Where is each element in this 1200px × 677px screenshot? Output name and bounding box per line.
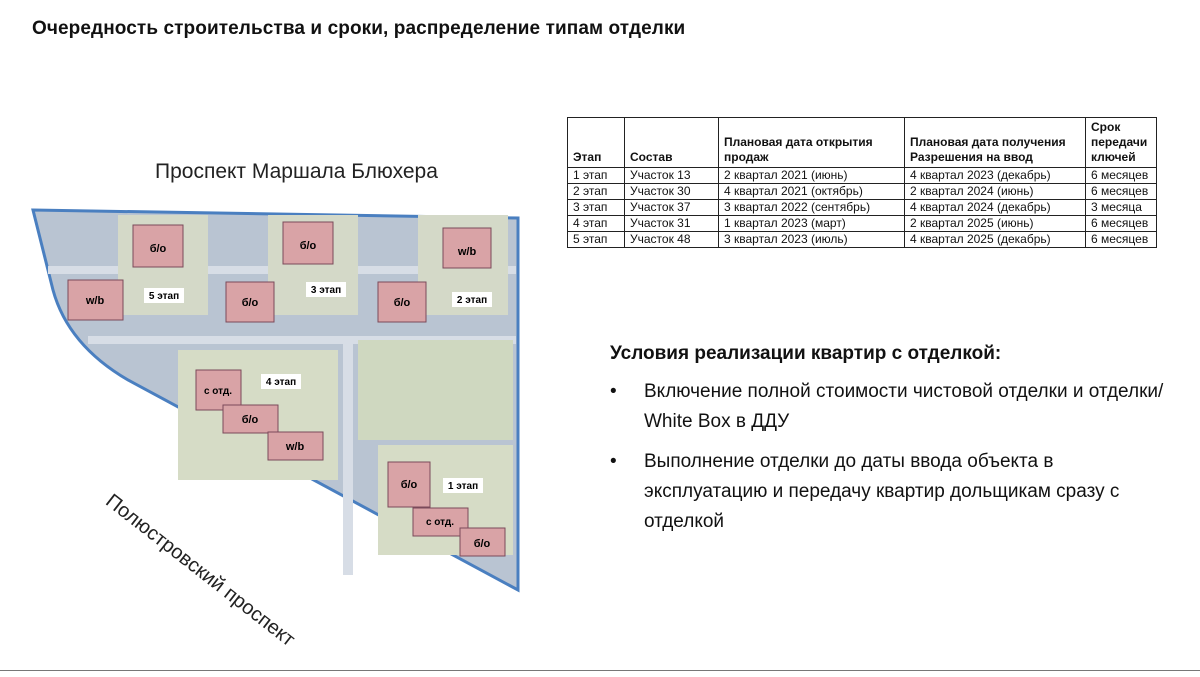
table-cell: 2 этап [568,184,625,200]
table-cell: Участок 37 [625,200,719,216]
svg-text:1 этап: 1 этап [447,481,479,492]
conditions-heading: Условия реализации квартир с отделкой: [610,343,1002,364]
table-cell: 6 месяцев [1086,232,1157,248]
table-header-row [568,118,1157,168]
table-cell: 4 этап [568,216,625,232]
building-label: б/о [400,479,418,491]
building-6 [378,282,426,322]
table-cell: 3 месяца [1086,200,1157,216]
table-cell: 1 этап [568,168,625,184]
table-cell: 6 месяцев [1086,184,1157,200]
table-row [568,168,1157,184]
building-label: w/b [85,295,105,307]
svg-text:5 этап: 5 этап [148,291,180,302]
table-cell: 2 квартал 2024 (июнь) [905,184,1086,200]
stage-label-3 [306,282,346,297]
building-label: w/b [285,441,305,453]
table-cell: 4 квартал 2025 (декабрь) [905,232,1086,248]
building-5 [226,282,274,322]
building-label: б/о [299,240,317,252]
building-12 [460,528,505,556]
list-item: • Выполнение отделки до даты ввода объекта в эксплуатацию и передачу квартир дольщикам сразу с отделкой [610,447,1170,537]
svg-text:2 этап: 2 этап [456,295,488,306]
site-plan-map [28,200,528,595]
building-8 [223,405,278,433]
stage-label-2 [452,292,492,307]
street-label-top: Проспект Маршала Блюхера [155,160,438,183]
building-3 [443,228,491,268]
building-10 [388,462,430,507]
table-cell: 6 месяцев [1086,216,1157,232]
building-label: б/о [241,414,259,426]
table-cell: 5 этап [568,232,625,248]
table-row [568,216,1157,232]
conditions-block [610,343,1170,547]
building-label: б/о [473,538,491,550]
table-cell: Участок 30 [625,184,719,200]
building-2 [283,222,333,264]
building-label: б/о [241,297,259,309]
header-sales-date: Плановая дата открытия продаж [719,118,905,168]
table-cell: 2 квартал 2021 (июнь) [719,168,905,184]
svg-text:4 этап: 4 этап [265,377,297,388]
header-stage: Этап [568,118,625,168]
table-cell: Участок 48 [625,232,719,248]
table-cell: 4 квартал 2024 (декабрь) [905,200,1086,216]
divider [0,670,1200,671]
table-cell: 6 месяцев [1086,168,1157,184]
table-cell: Участок 31 [625,216,719,232]
building-7 [196,370,241,410]
table-cell: 3 квартал 2023 (июль) [719,232,905,248]
table-row [568,200,1157,216]
list-item: • Включение полной стоимости чистовой отделки и отделки/ White Box в ДДУ [610,377,1170,437]
header-keys-term: Срок передачи ключей [1086,118,1157,168]
building-1 [133,225,183,267]
building-label: с отд. [425,517,455,528]
conditions-list [610,377,1170,537]
table-cell: 4 квартал 2023 (декабрь) [905,168,1086,184]
building-label: с отд. [203,386,233,397]
table-cell: 1 квартал 2023 (март) [719,216,905,232]
building-4 [68,280,123,320]
table-cell: 2 квартал 2025 (июнь) [905,216,1086,232]
table-row [568,184,1157,200]
table-cell: 4 квартал 2021 (октябрь) [719,184,905,200]
table-cell: Участок 13 [625,168,719,184]
street-label-diagonal: Полюстровский проспект [101,490,299,652]
table-row [568,232,1157,248]
table-cell: 3 этап [568,200,625,216]
building-9 [268,432,323,460]
header-permit-date: Плановая дата получения Разрешения на ввод [905,118,1086,168]
page-title: Очередность строительства и сроки, распределение типам отделки [32,18,686,39]
building-label: б/о [149,243,167,255]
building-label: w/b [457,246,477,258]
svg-text:3 этап: 3 этап [310,285,342,296]
table-cell: 3 квартал 2022 (сентябрь) [719,200,905,216]
header-composition: Состав [625,118,719,168]
building-label: б/о [393,297,411,309]
stage-label-4 [261,374,301,389]
schedule-table [567,117,1157,248]
stage-label-5 [144,288,184,303]
stage-label-1 [443,478,483,493]
